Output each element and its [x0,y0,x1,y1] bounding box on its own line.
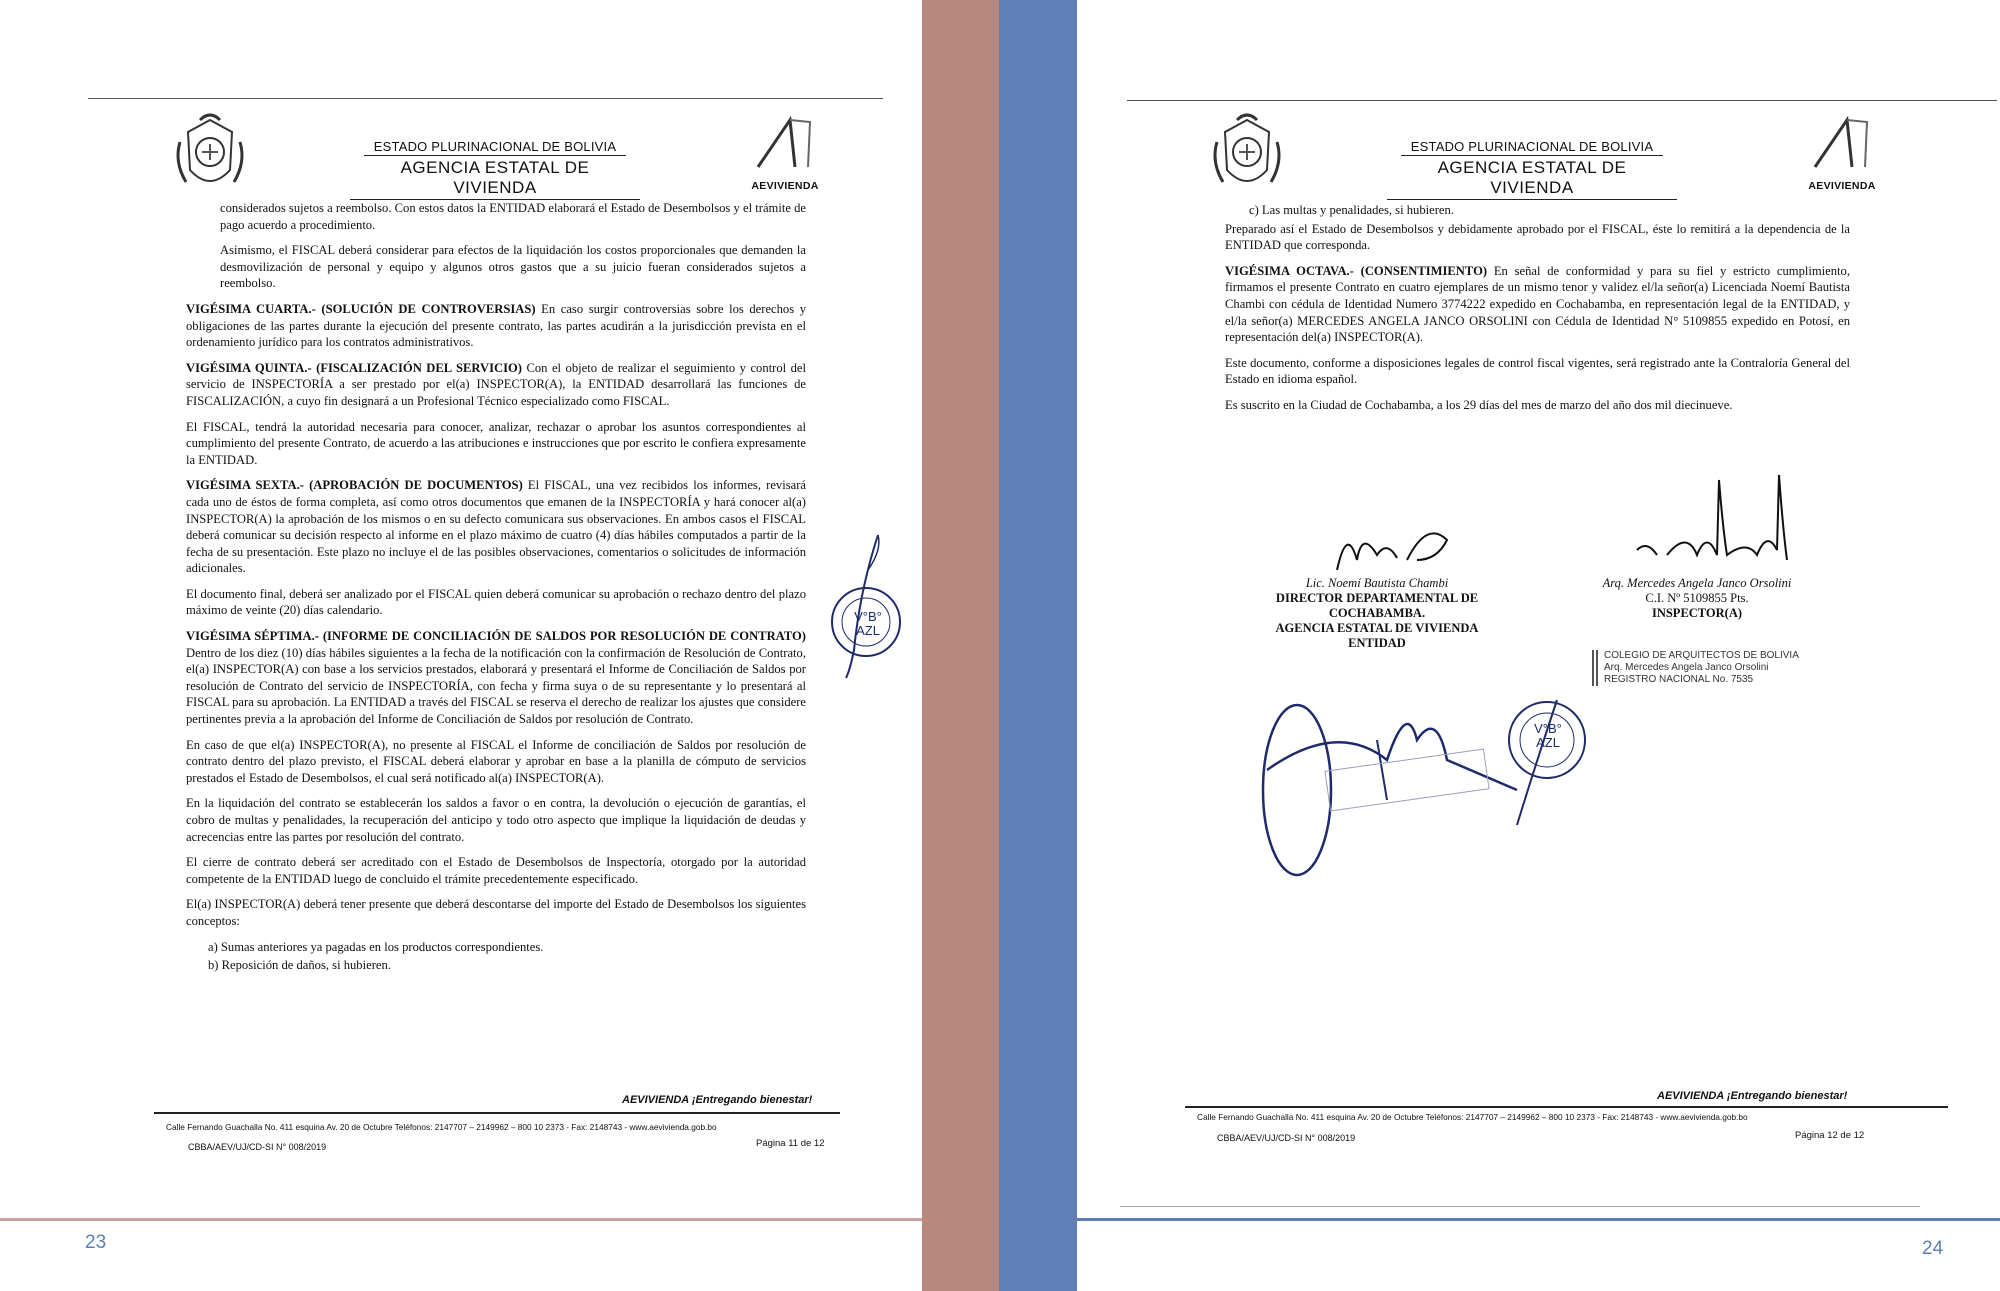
clause-text: El FISCAL, una vez recibidos los informes, revisará cada uno de éstos de forma completa, así como otros documentos que emanen de la INSPECTORÍA y hará conocer al(a) INSPECTOR(A) la aprobación de los mismos o en su defecto comunicara sus observaciones. En ambos casos el FISCAL deberá comunicar su decisión respecto al informe en el plazo máximo de cuatro (4) días hábiles computados a partir de la fecha de su presentación. Este plazo no incluye el de las posibles observaciones, comentarios o solicitudes de información adicionales. [186,478,806,576]
signature-blue-icon [1187,680,1547,880]
footer-page: Página 11 de 12 [756,1138,825,1149]
clause-24 [186,301,806,351]
footer-address: Calle Fernando Guachalla No. 411 esquina Av. 20 de Octubre Teléfonos: 2147707 – 2149962 – 800 10 2373 - Fax: 2148743 - www.aevivienda.gob.bo [166,1122,717,1132]
page-header [1207,112,1887,212]
paragraph: Este documento, conforme a disposiciones legales de control fiscal vigentes, será registrado ante la Contraloría General del Estado en idioma español. [1225,355,1850,387]
clause-text: Con el objeto de realizar el seguimiento y control del servicio de INSPECTORÍA a ser prestado por el(a) INSPECTOR(A), la ENTIDAD desarrollará las funciones de FISCALIZACIÓN, a cuyo fin designará a un Profesional Técnico especializado como FISCAL. [186,360,806,408]
stamp-line: V°B° [1534,721,1562,736]
signature-entity [1227,576,1527,651]
paragraph: Asimismo, el FISCAL deberá considerar para efectos de la liquidación los costos proporcionales que demanden la desmovilización de personal y equipo y algunos otros gastos que a su juicio fueran considerados sujetos a reembolso. [220,243,806,291]
approval-stamp-icon [820,530,915,680]
page-end-rule [1120,1206,1920,1207]
page-number: 23 [85,1232,107,1253]
spine-band-blue [999,0,1077,1291]
top-rule [1127,100,1997,101]
paragraph: El FISCAL, tendrá la autoridad necesaria para conocer, analizar, rechazar o aprobar los asuntos correspondientes al cumplimiento del presente Contrato, de acuerdo a las atribuciones e instrucciones que por escrito le confiera expresamente la ENTIDAD. [186,419,806,467]
state-name: ESTADO PLURINACIONAL DE BOLIVIA [1401,139,1663,156]
signature-left-icon [1317,520,1477,580]
page-number: 24 [1922,1238,1944,1259]
paragraph: Preparado así el Estado de Desembolsos y debidamente aprobado por el FISCAL, éste lo remitirá a la dependencia de la ENTIDAD que corresponda. [1225,221,1850,253]
footer-code: CBBA/AEV/UJ/CD-SI N° 008/2019 [1217,1133,1356,1143]
agency-title [1387,138,1677,200]
aevivienda-wordmark: AEVIVIENDA [751,180,819,192]
list-item: a) Sumas anteriores ya pagadas en los productos correspondientes. [208,939,544,954]
signer-name: Lic. Noemí Bautista Chambi [1305,576,1449,590]
clause-25 [186,360,806,410]
paragraph: El documento final, deberá ser analizado por el FISCAL quien deberá comunicar su aprobación o rechazo dentro del plazo máximo de veinte (20) días calendario. [186,586,806,618]
list-item: b) Reposición de daños, si hubieren. [208,958,391,973]
clause-text: En caso surgir controversias sobre los derechos y obligaciones de las partes durante la ejecución del presente contrato, las partes acudirán a la jurisdicción prevista en el ordenamiento jurídico para los contratos administrativos. [186,301,807,350]
signer-role: INSPECTOR(A) [1651,606,1743,620]
paragraph: El cierre de contrato deberá ser acreditado con el Estado de Desembolsos de Inspectoría, otorgado por la autoridad competente de la ENTIDAD luego de concluido el trámite precedentemente especificado. [186,855,806,886]
paragraph: Es suscrito en la Ciudad de Cochabamba, a los 29 días del mes de marzo del año dos mil diecinueve. [1225,397,1733,412]
aevivienda-logo [740,112,830,192]
clause-27 [186,628,806,728]
clause-text: Dentro de los diez (10) días hábiles siguientes a la fecha de la notificación con la confirmación de Resolución de Contrato, el(a) INSPECTOR(A) con base a los servicios prestados, elaborará y presentará el Informe de Conciliación de Saldos por resolución de Contrato del servicio de INSPECTORÍA, con fecha y firma suya o de su representante y lo presentará al FISCAL para su aprobación. La ENTIDAD a través del FISCAL se reserva el derecho de realizar los ajustes que considere pertinentes previa a la aprobación del Informe de Conciliación de Saldos por resolución de Contrato. [186,645,806,727]
page-bottom-rule [0,1218,922,1221]
list-item: c) Las multas y penalidades, si hubieren. [1249,203,1454,217]
clause-title: VIGÉSIMA CUARTA.- (SOLUCIÓN DE CONTROVERSIAS) [186,301,536,316]
footer-rule [1185,1106,1948,1108]
signer-ci: C.I. Nº 5109855 Pts. [1645,591,1749,605]
page-header [170,112,830,212]
coat-of-arms-icon [170,112,250,200]
signature-inspector [1567,576,1827,621]
paragraph: En la liquidación del contrato se establecerán los saldos a favor o en contra, la devolución o ejecución de garantías, el cobro de multas y penalidades, la recuperación del anticipo y todo otro aspecto que implique la liquidación de deudas y acrecencias entre las partes por resolución del contrato. [186,796,806,844]
clause-text: En señal de conformidad y para su fiel y estricto cumplimiento, firmamos el presente Contrato en cuatro ejemplares de un mismo tenor y validez el/la señor(a) Licenciada Noemí Bautista Chambi con cédula de Identidad Numero 3774222 expedido en Cochabamba, en representación legal de la ENTIDAD, y el/la señor(a) MERCEDES ANGELA JANCO ORSOLINI con Cédula de Identidad N° 5109855 expedido en Potosí, en representación del(a) INSPECTOR(A). [1225,263,1850,345]
agency-name: AGENCIA ESTATAL DE VIVIENDA [350,158,640,200]
aevivienda-logo [1797,112,1887,192]
signer-role: ENTIDAD [1348,636,1406,650]
footer-page: Página 12 de 12 [1795,1130,1865,1141]
stamp-line: COLEGIO DE ARQUITECTOS DE BOLIVIA [1604,650,1799,661]
signer-name: Arq. Mercedes Angela Janco Orsolini [1602,576,1792,590]
agency-title [350,138,640,200]
state-name: ESTADO PLURINACIONAL DE BOLIVIA [364,139,626,156]
footer-address: Calle Fernando Guachalla No. 411 esquina Av. 20 de Octubre Teléfonos: 2147707 – 2149962 – 800 10 2373 - Fax: 2148743 - www.aevivienda.gob.bo [1197,1112,1748,1122]
paragraph: considerados sujetos a reembolso. Con estos datos la ENTIDAD elaborará el Estado de Desembolsos y el trámite de pago acuerdo a procedimiento. [220,201,806,232]
footer-slogan: AEVIVIENDA ¡Entregando bienestar! [1657,1090,1848,1102]
clause-title: VIGÉSIMA OCTAVA.- (CONSENTIMIENTO) [1225,263,1488,278]
stamp-line: AZL [856,623,880,638]
stamp-line: REGISTRO NACIONAL No. 7535 [1604,674,1754,685]
signature-right-icon [1627,470,1807,590]
footer-slogan: AEVIVIENDA ¡Entregando bienestar! [622,1094,813,1106]
agency-name: AGENCIA ESTATAL DE VIVIENDA [1387,158,1677,200]
stamp-line: AZL [1536,735,1560,750]
left-body [186,200,806,976]
stamp-label [850,610,886,638]
clause-title: VIGÉSIMA SÉPTIMA.- (INFORME DE CONCILIACIÓN DE SALDOS POR RESOLUCIÓN DE CONTRATO) [186,629,806,644]
page-bottom-rule [1077,1218,2000,1221]
spine-band-rose [922,0,999,1291]
footer-code: CBBA/AEV/UJ/CD-SI N° 008/2019 [188,1142,327,1152]
coat-of-arms-icon [1207,112,1287,200]
clause-28 [1225,263,1850,346]
registration-stamp [1592,650,1799,686]
clause-title: VIGÉSIMA QUINTA.- (FISCALIZACIÓN DEL SERVICIO) [186,360,522,375]
aevivienda-logo-icon [1807,112,1877,172]
clause-26 [186,477,806,577]
right-page [1077,0,2000,1291]
clause-title: VIGÉSIMA SEXTA.- (APROBACIÓN DE DOCUMENTOS) [186,478,523,493]
paragraph: El(a) INSPECTOR(A) deberá tener presente que deberá descontarse del importe del Estado de Desembolsos los siguientes conceptos: [186,897,806,928]
stamp-line: Arq. Mercedes Angela Janco Orsolini [1604,662,1769,673]
aevivienda-logo-icon [750,112,820,172]
signer-role: AGENCIA ESTATAL DE VIVIENDA [1275,621,1479,635]
paragraph: En caso de que el(a) INSPECTOR(A), no presente al FISCAL el Informe de conciliación de Saldos por resolución de contrato dentro del plazo previsto, el FISCAL deberá elaborar y aprobar en base a la planilla de cómputo de servicios prestados el Estado de Desembolsos, el cual será notificado al(a) INSPECTOR(A). [186,737,806,785]
top-rule [88,98,883,99]
right-body [1225,202,1850,423]
aevivienda-wordmark: AEVIVIENDA [1808,180,1876,192]
footer-rule [154,1112,840,1114]
signer-role: DIRECTOR DEPARTAMENTAL DE COCHABAMBA. [1275,591,1479,620]
left-page [0,0,922,1291]
stamp-line: V°B° [854,609,882,624]
